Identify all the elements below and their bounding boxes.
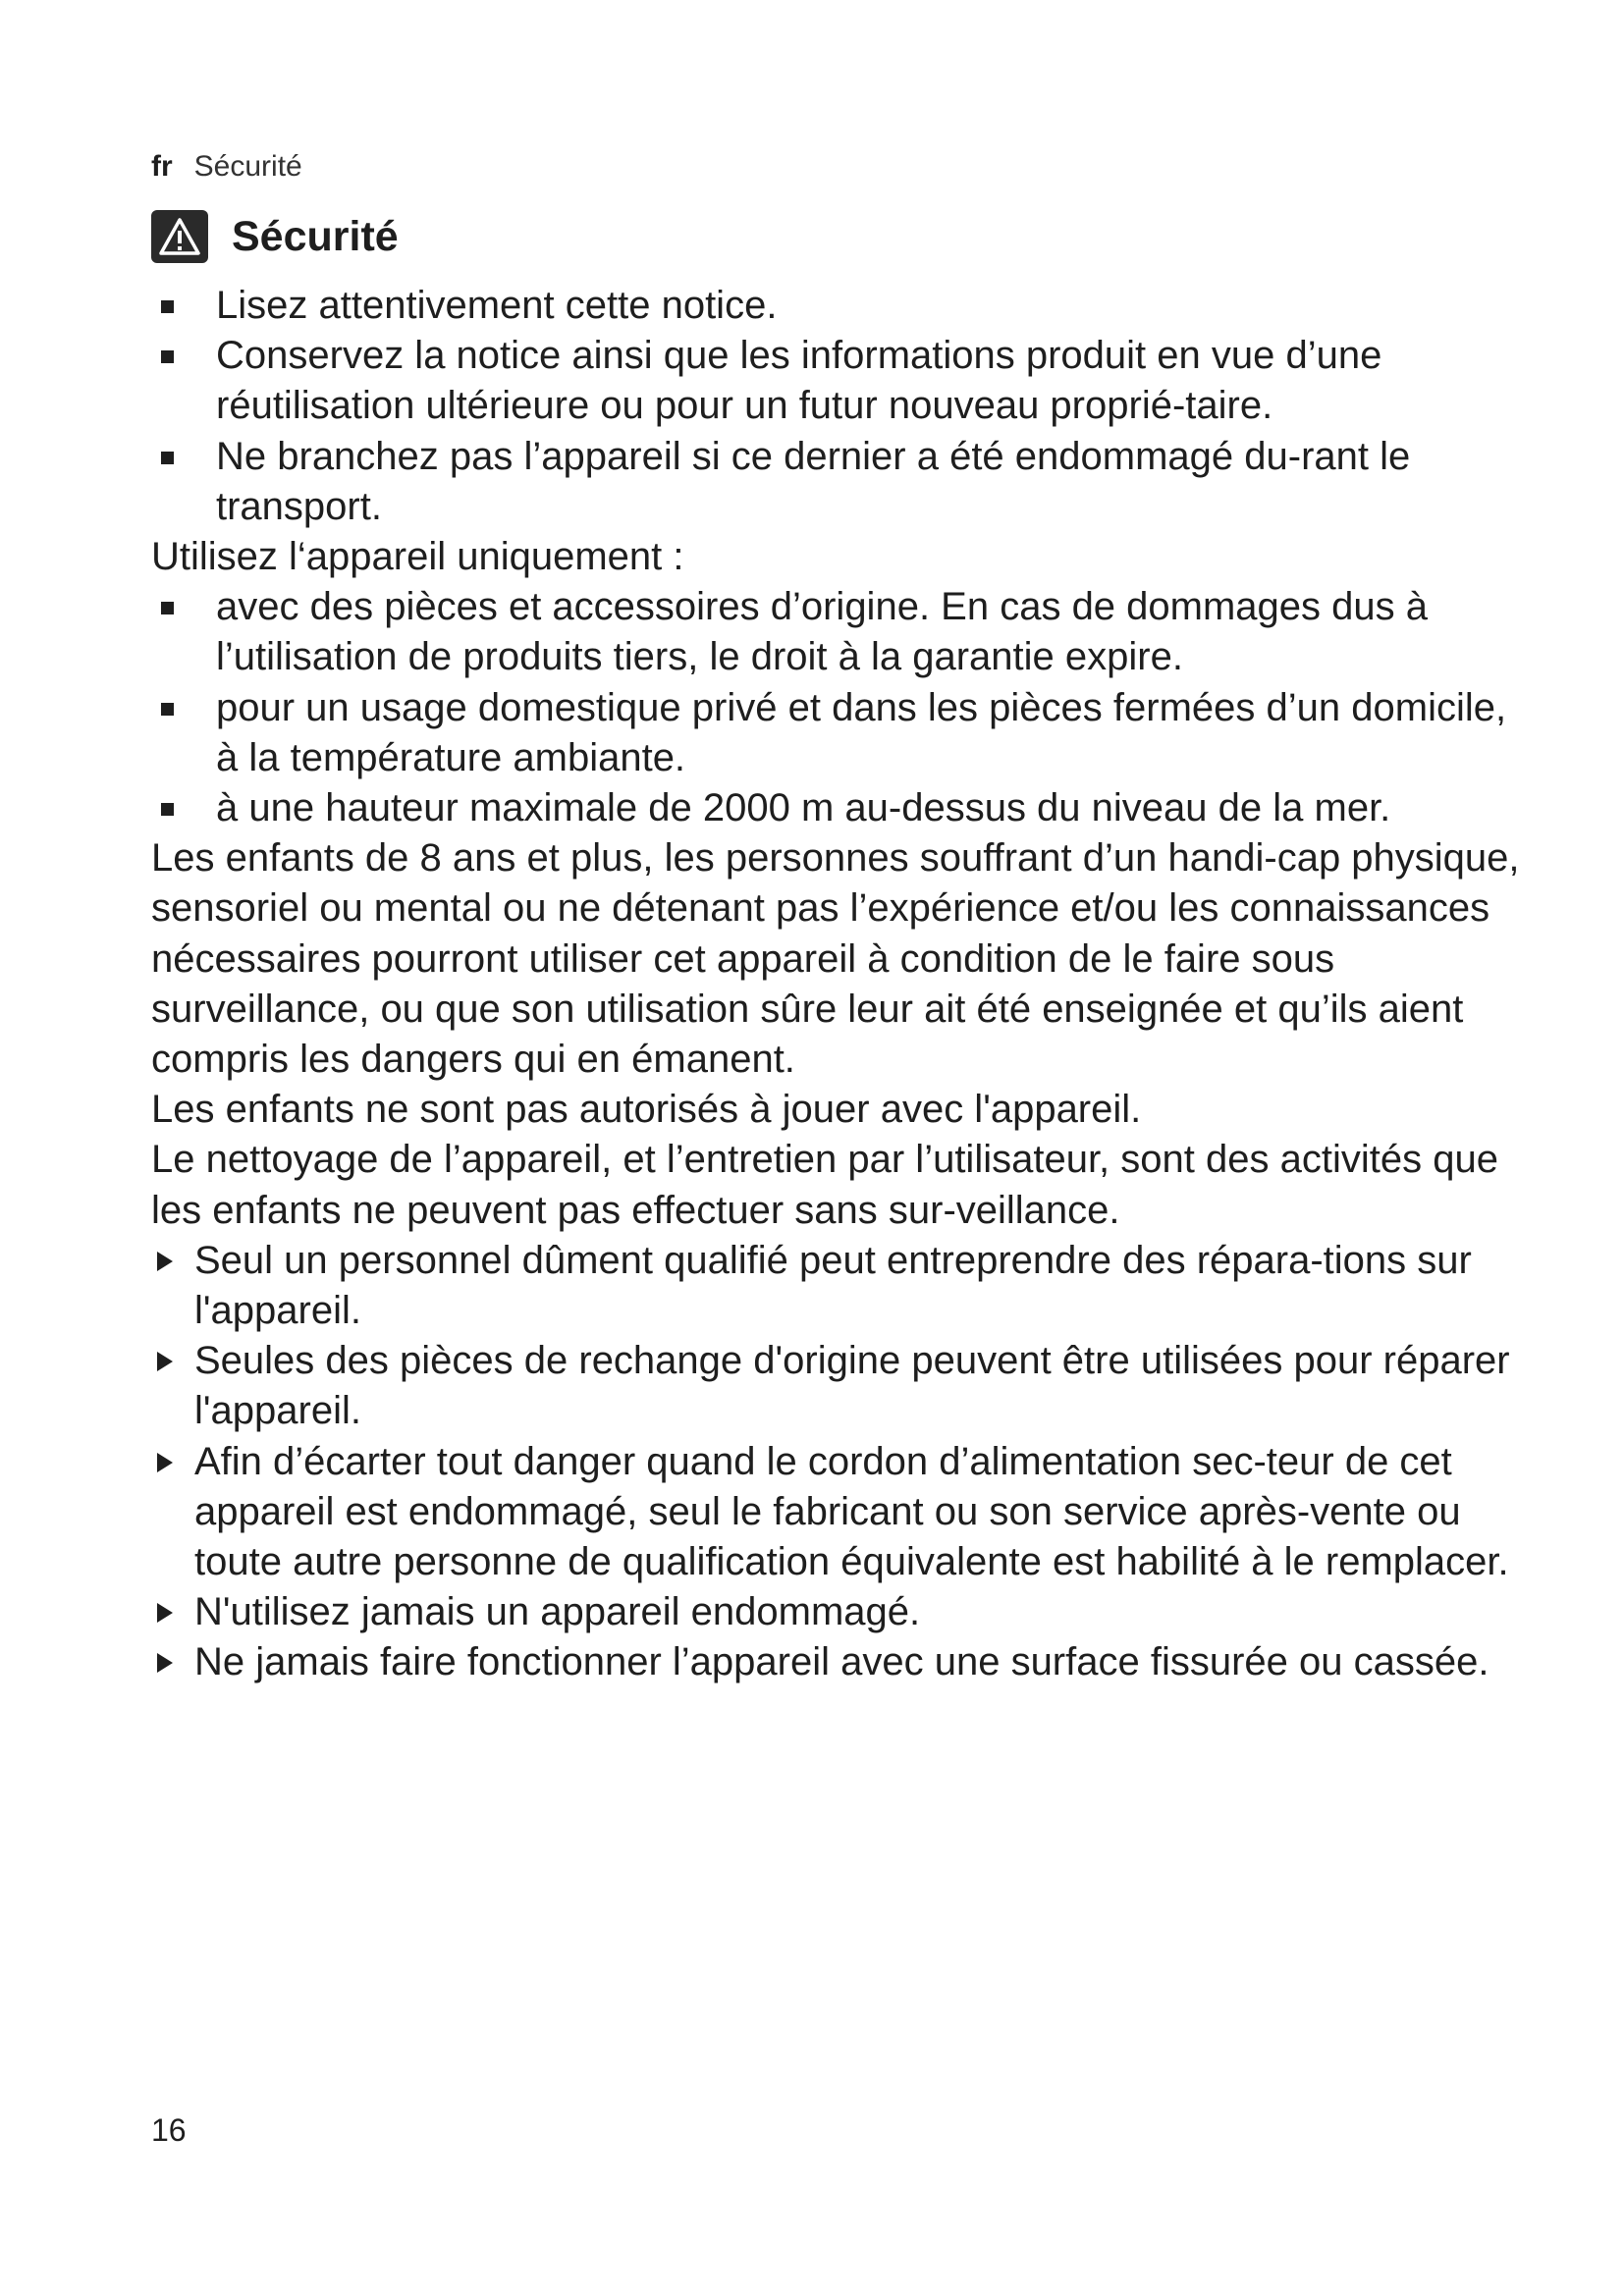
arrow-bullet-icon	[157, 1653, 173, 1673]
list-item	[151, 281, 1526, 331]
arrow-bullet-icon	[157, 1352, 173, 1371]
list-item	[151, 582, 1526, 682]
square-bullet-icon	[161, 452, 174, 464]
list-item	[151, 683, 1526, 783]
list-item	[151, 1336, 1526, 1436]
list-item-text: à une hauteur maximale de 2000 m au-dessus du niveau de la mer.	[216, 786, 1391, 830]
page-number: 16	[151, 2112, 187, 2148]
list-item-text: Ne jamais faire fonctionner l’appareil avec une surface fissurée ou cassée.	[194, 1640, 1489, 1684]
list-item-text: Seul un personnel dûment qualifié peut entreprendre des répara-tions sur l'appareil.	[194, 1238, 1472, 1333]
warning-triangle-icon	[151, 210, 208, 263]
square-bullet-icon	[161, 602, 174, 614]
arrow-bullet-icon	[157, 1252, 173, 1271]
list-item	[151, 783, 1526, 833]
list-item-text: Seules des pièces de rechange d'origine peuvent être utilisées pour réparer l'appareil.	[194, 1339, 1510, 1433]
list-item-text: N'utilisez jamais un appareil endommagé.	[194, 1590, 921, 1634]
list-item-text: Afin d’écarter tout danger quand le cordon d’alimentation sec-teur de cet appareil est endommagé, seul le fabricant ou son service après-vente ou toute autre personne de qualification équivalente est habilité à le remplacer.	[194, 1439, 1509, 1584]
paragraph: Les enfants ne sont pas autorisés à jouer avec l'appareil.	[151, 1088, 1142, 1132]
language-code: fr	[151, 150, 173, 183]
list-item-text: avec des pièces et accessoires d’origine. En cas de dommages dus à l’utilisation de produits tiers, le droit à la garantie expire.	[216, 585, 1429, 679]
square-bullet-icon	[161, 703, 174, 716]
list-item	[151, 331, 1526, 431]
list-item-text: Conservez la notice ainsi que les informations produit en vue d’une réutilisation ultérieure ou pour un futur nouveau proprié-taire.	[216, 334, 1382, 428]
list-item-text: Ne branchez pas l’appareil si ce dernier a été endommagé du-rant le transport.	[216, 434, 1411, 528]
list-item-text: Lisez attentivement cette notice.	[216, 284, 778, 327]
square-bullet-icon	[161, 803, 174, 816]
page-title: Sécurité	[232, 213, 399, 260]
safety-content	[151, 281, 1526, 1688]
list-item-text: pour un usage domestique privé et dans les pièces fermées d’un domicile, à la température ambiante.	[216, 685, 1507, 779]
section-name: Sécurité	[193, 150, 302, 183]
list-item	[151, 1637, 1526, 1687]
list-item	[151, 432, 1526, 532]
list-item	[151, 1236, 1526, 1336]
paragraph: Les enfants de 8 ans et plus, les personnes souffrant d’un handi-cap physique, sensoriel ou mental ou ne détenant pas l’expérience et/ou les connaissances nécessaires pourront utiliser cet appareil à condition de le faire sous surveillance, ou que son utilisation sûre leur ait été enseignée et qu’ils aient compris les dangers qui en émanent.	[151, 836, 1520, 1082]
running-header	[151, 147, 302, 187]
paragraph: Utilisez l‘appareil uniquement :	[151, 535, 684, 579]
square-bullet-icon	[161, 350, 174, 363]
paragraph: Le nettoyage de l’appareil, et l’entretien par l’utilisateur, sont des activités que les enfants ne peuvent pas effectuer sans sur-veillance.	[151, 1138, 1498, 1232]
section-title-row	[151, 210, 399, 263]
list-item	[151, 1587, 1526, 1637]
square-bullet-icon	[161, 300, 174, 313]
arrow-bullet-icon	[157, 1453, 173, 1472]
arrow-bullet-icon	[157, 1603, 173, 1623]
list-item	[151, 1437, 1526, 1588]
